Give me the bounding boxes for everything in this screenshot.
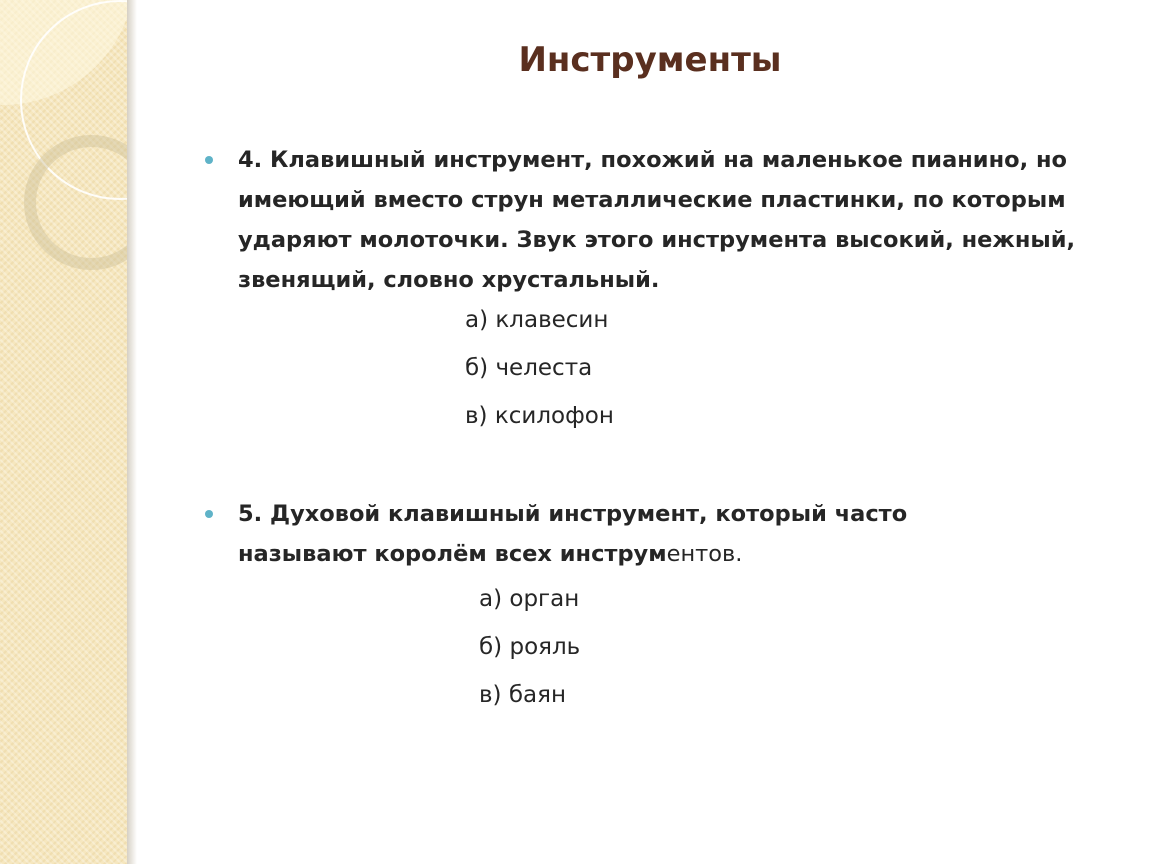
question-5-text	[238, 494, 998, 574]
strip-shadow	[127, 0, 137, 864]
question-5-option-a: а) орган	[479, 586, 580, 612]
question-5-option-b: б) рояль	[479, 634, 581, 660]
question-5-text-normal: ентов.	[666, 541, 743, 567]
slide-title: Инструменты	[518, 40, 782, 80]
question-5-option-c: в) баян	[479, 682, 566, 708]
question-5-text-bold: 5. Духовой клавишный инструмент, который часто называют королём всех инструм	[238, 501, 908, 567]
question-4-option-a: а) клавесин	[465, 307, 609, 333]
question-4-text: 4. Клавишный инструмент, похожий на маленькое пианино, но имеющий вместо струн металлические пластинки, по которым ударяют молоточки. Звук этого инструмента высокий, нежный, звенящий, словно хрустальный.	[238, 147, 1076, 293]
question-4-option-b: б) челеста	[465, 355, 593, 381]
decorative-side-strip	[0, 0, 127, 864]
bullet-dot-icon	[205, 510, 213, 518]
bullet-dot-icon	[205, 156, 213, 164]
question-4-option-c: в) ксилофон	[465, 403, 614, 429]
